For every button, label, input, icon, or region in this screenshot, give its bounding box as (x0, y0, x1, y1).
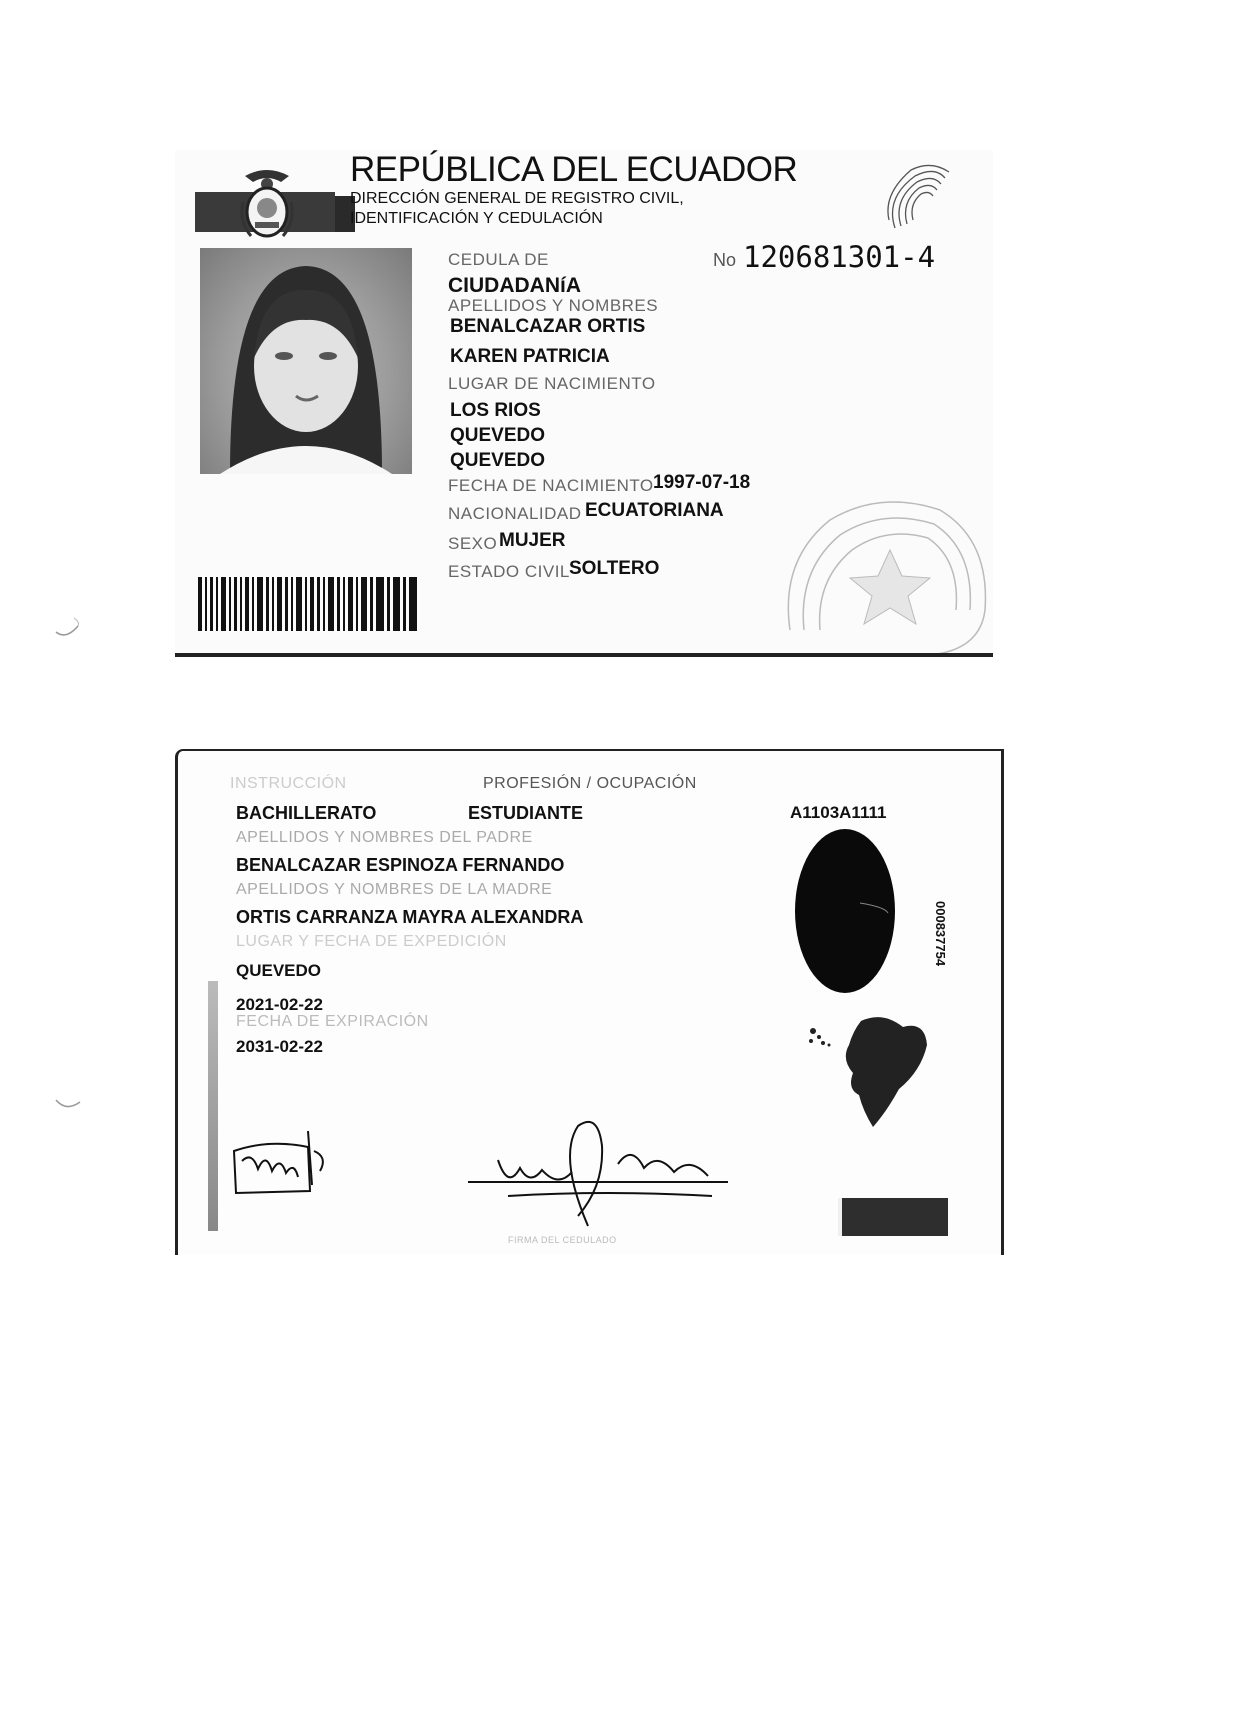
agency-subtitle-line1: DIRECCIÓN GENERAL DE REGISTRO CIVIL, (350, 190, 684, 207)
card-right-edge (1001, 751, 1004, 1255)
expiry-date: 2031-02-22 (236, 1037, 323, 1056)
id-number: 120681301-4 (743, 240, 936, 274)
registrar-signature (228, 1121, 338, 1201)
surnames-value: BENALCAZAR ORTIS (450, 316, 646, 337)
dark-strip-highlight (838, 1198, 842, 1236)
id-card-front (175, 150, 993, 657)
code-value: A1103A1111 (790, 803, 887, 822)
thumbprint-icon (875, 158, 955, 238)
barcode (198, 577, 418, 631)
holder-photo (200, 248, 412, 474)
doc-type-label: CEDULA DE (448, 250, 549, 269)
fingerprint-icon (790, 823, 900, 998)
agency-subtitle-line2: IDENTIFICACIÓN Y CEDULACIÓN (350, 210, 603, 227)
nationality-label: NACIONALIDAD (448, 504, 582, 523)
holder-signature (468, 1116, 738, 1231)
profession-value: ESTUDIANTE (468, 803, 584, 823)
issue-date: 2021-02-22 (236, 995, 323, 1014)
punch-hole-mark-bottom (52, 1088, 82, 1118)
signature-caption: FIRMA DEL CEDULADO (508, 1235, 617, 1245)
father-value: BENALCAZAR ESPINOZA FERNANDO (236, 855, 565, 875)
country-title: REPÚBLICA DEL ECUADOR (350, 150, 798, 189)
ecuador-map-icon (803, 1001, 963, 1131)
mother-label: APELLIDOS Y NOMBRES DE LA MADRE (236, 881, 553, 898)
svg-text:000837754: 000837754 (933, 901, 948, 967)
side-strip (208, 981, 218, 1231)
nationality-value: ECUATORIANA (585, 500, 724, 521)
birthdate-value: 1997-07-18 (653, 472, 751, 493)
birthplace-province: LOS RIOS (450, 400, 541, 421)
given-names-value: KAREN PATRICIA (450, 346, 610, 367)
expiry-label: FECHA DE EXPIRACIÓN (236, 1013, 429, 1030)
names-label: APELLIDOS Y NOMBRES (448, 296, 659, 315)
sex-label: SEXO (448, 534, 498, 553)
coat-of-arms-icon (237, 162, 297, 240)
birthplace-canton: QUEVEDO (450, 425, 546, 446)
profession-label: PROFESIÓN / OCUPACIÓN (483, 775, 697, 792)
mother-value: ORTIS CARRANZA MAYRA ALEXANDRA (236, 907, 584, 927)
civil-status-label: ESTADO CIVIL (448, 562, 570, 581)
birthdate-label: FECHA DE NACIMIENTO (448, 476, 654, 495)
instruction-value: BACHILLERATO (236, 803, 377, 823)
number-label: No (713, 250, 737, 270)
card-bottom-edge (175, 653, 993, 657)
id-card-back (175, 749, 1004, 1255)
instruction-label: INSTRUCCIÓN (230, 775, 347, 792)
dark-strip (838, 1198, 948, 1236)
birthplace-parish: QUEVEDO (450, 450, 546, 471)
doc-type-value: CIUDADANíA (448, 274, 581, 297)
issue-label: LUGAR Y FECHA DE EXPEDICIÓN (236, 933, 507, 950)
punch-hole-mark-top (52, 612, 82, 642)
security-seal (770, 480, 1000, 655)
birthplace-label: LUGAR DE NACIMIENTO (448, 374, 656, 393)
father-label: APELLIDOS Y NOMBRES DEL PADRE (236, 829, 533, 846)
issue-place: QUEVEDO (236, 961, 322, 980)
sex-value: MUJER (499, 530, 566, 551)
civil-status-value: SOLTERO (569, 558, 660, 579)
